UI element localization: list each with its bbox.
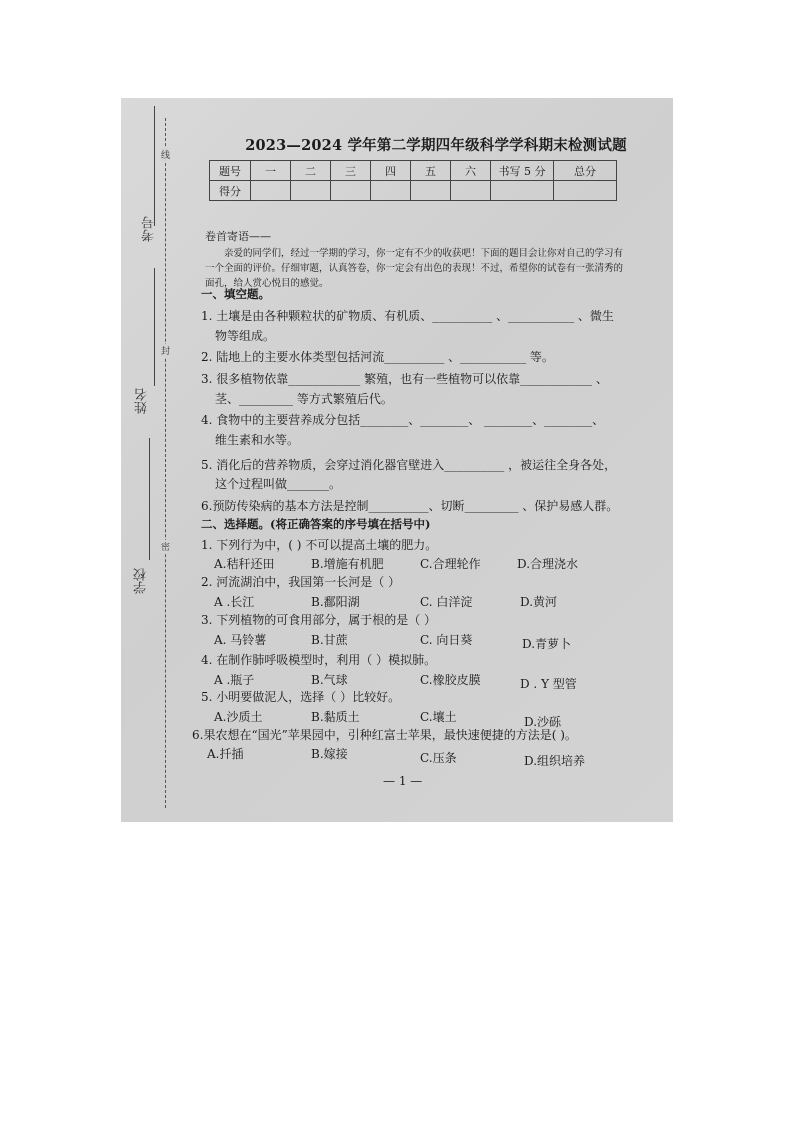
score-cell[interactable] bbox=[451, 181, 491, 201]
score-table-col: 五 bbox=[411, 161, 451, 181]
option-a: A.秸秆还田 bbox=[214, 557, 275, 571]
option-d: D.合理浇水 bbox=[517, 557, 579, 571]
school-label: 学校 bbox=[134, 568, 149, 594]
score-table bbox=[209, 160, 617, 201]
name-line bbox=[154, 268, 155, 386]
score-cell[interactable] bbox=[371, 181, 411, 201]
option-a: A.扦插 bbox=[207, 747, 244, 761]
option-d: D . Y 型管 bbox=[520, 677, 577, 691]
fill-question-5-cont: 这个过程叫做_______。 bbox=[215, 477, 342, 491]
choice-question-2-options bbox=[214, 593, 624, 609]
option-a: A. 马铃薯 bbox=[214, 633, 267, 647]
score-table-score-label: 得分 bbox=[210, 181, 251, 201]
choice-question-6: 6.果农想在“国光”苹果园中，引种红富士苹果，最快速便捷的方法是( )。 bbox=[192, 728, 577, 742]
fill-question-2: 2. 陆地上的主要水体类型包括河流__________ 、___________ 等。 bbox=[201, 350, 554, 364]
score-table-col: 总分 bbox=[554, 161, 617, 181]
school-line bbox=[149, 438, 150, 560]
option-a: A.沙质土 bbox=[214, 710, 263, 724]
seal-char-seal: 封 bbox=[161, 344, 170, 357]
score-table-col: 二 bbox=[291, 161, 331, 181]
intro-message bbox=[205, 229, 623, 291]
option-c: C. 向日葵 bbox=[420, 633, 473, 647]
intro-text: 亲爱的同学们，经过一学期的学习，你一定有不少的收获吧！下面的题目会让你对自己的学习有一个全面的评价。仔细审题，认真答卷，你一定会有出色的表现！不过，希望你的试卷有一张清秀的面孔，给人赏心悦目的感觉。 bbox=[205, 248, 624, 289]
option-b: B.嫁接 bbox=[311, 747, 348, 761]
option-d: D.组织培养 bbox=[524, 754, 586, 768]
page-number: — 1 — bbox=[383, 774, 423, 788]
choice-question-4-options bbox=[214, 671, 624, 691]
score-table-row-label: 题号 bbox=[210, 161, 251, 181]
score-cell[interactable] bbox=[251, 181, 291, 201]
fill-question-1: 1. 土壤是由各种颗粒状的矿物质、有机质、__________ 、___________ 、微生 bbox=[201, 309, 614, 323]
fill-question-3: 3. 很多植物依靠____________ 繁殖，也有一些植物可以依靠____________ 、 bbox=[201, 372, 608, 386]
option-b: B.鄱阳湖 bbox=[311, 595, 360, 609]
choice-question-2: 2. 河流湖泊中，我国第一长河是（ ） bbox=[201, 575, 401, 589]
option-a: A .长江 bbox=[214, 595, 255, 609]
score-cell[interactable] bbox=[331, 181, 371, 201]
choice-question-5-options bbox=[214, 708, 624, 729]
option-c: C.橡胶皮膜 bbox=[420, 673, 481, 687]
choice-question-1-options bbox=[214, 555, 624, 571]
score-cell[interactable] bbox=[554, 181, 617, 201]
fill-question-1-cont: 物等组成。 bbox=[215, 329, 276, 343]
choice-question-3-options bbox=[214, 631, 624, 651]
option-b: B.黏质土 bbox=[311, 710, 360, 724]
seal-char-secret: 密 bbox=[161, 540, 170, 553]
score-cell[interactable] bbox=[291, 181, 331, 201]
fill-question-4-cont: 维生素和水等。 bbox=[215, 433, 300, 447]
choice-question-1: 1. 下列行为中，( ) 不可以提高土壤的肥力。 bbox=[201, 538, 438, 552]
option-a: A .瓶子 bbox=[214, 673, 255, 687]
intro-heading: 卷首寄语—— bbox=[205, 230, 271, 243]
score-table-header-row bbox=[210, 161, 617, 181]
exam-title: 2023—2024 学年第二学期四年级科学学科期末检测试题 bbox=[245, 137, 627, 154]
choice-question-4: 4. 在制作肺呼吸模型时，利用（ ）模拟肺。 bbox=[201, 653, 437, 667]
exam-number-label: 考号 bbox=[142, 216, 157, 242]
name-label: 姓名 bbox=[135, 388, 150, 414]
choice-question-3: 3. 下列植物的可食用部分，属于根的是（ ） bbox=[201, 613, 437, 627]
option-b: B.气球 bbox=[311, 673, 348, 687]
option-c: C. 白洋淀 bbox=[420, 595, 473, 609]
fill-question-4: 4. 食物中的主要营养成分包括________、________、 ________、________、 bbox=[201, 413, 605, 427]
binding-margin bbox=[121, 98, 183, 822]
option-b: B.增施有机肥 bbox=[311, 557, 384, 571]
score-table-col: 三 bbox=[331, 161, 371, 181]
score-table-col: 六 bbox=[451, 161, 491, 181]
section-choice-heading: 二、选择题。(将正确答案的序号填在括号中) bbox=[201, 517, 431, 531]
score-cell[interactable] bbox=[411, 181, 451, 201]
choice-question-6-options bbox=[207, 745, 624, 768]
score-table-col: 四 bbox=[371, 161, 411, 181]
score-table-score-row bbox=[210, 181, 617, 201]
seal-char-line: 线 bbox=[161, 148, 170, 161]
option-b: B.甘蔗 bbox=[311, 633, 348, 647]
option-d: D.青萝卜 bbox=[522, 637, 572, 651]
choice-question-5: 5. 小明要做泥人，选择（ ）比较好。 bbox=[201, 690, 401, 704]
option-d: D.沙砾 bbox=[524, 715, 562, 729]
seal-dashed-line bbox=[165, 118, 166, 808]
fill-question-6: 6.预防传染病的基本方法是控制__________、切断_________ 、保护易感人群。 bbox=[201, 499, 619, 513]
option-d: D.黄河 bbox=[520, 595, 558, 609]
fill-question-3-cont: 茎、_________ 等方式繁殖后代。 bbox=[215, 392, 393, 406]
option-c: C.压条 bbox=[420, 751, 457, 765]
exam-number-line bbox=[154, 106, 155, 226]
option-c: C.合理轮作 bbox=[420, 557, 481, 571]
section-fill-blank-heading: 一、填空题。 bbox=[201, 287, 270, 301]
exam-paper-photo bbox=[121, 98, 673, 822]
score-table-col: 一 bbox=[251, 161, 291, 181]
score-cell[interactable] bbox=[491, 181, 554, 201]
option-c: C.壤土 bbox=[420, 710, 457, 724]
fill-question-5: 5. 消化后的营养物质，会穿过消化器官壁进入__________ ，被运往全身各处， bbox=[201, 458, 617, 472]
score-table-col: 书写 5 分 bbox=[491, 161, 554, 181]
